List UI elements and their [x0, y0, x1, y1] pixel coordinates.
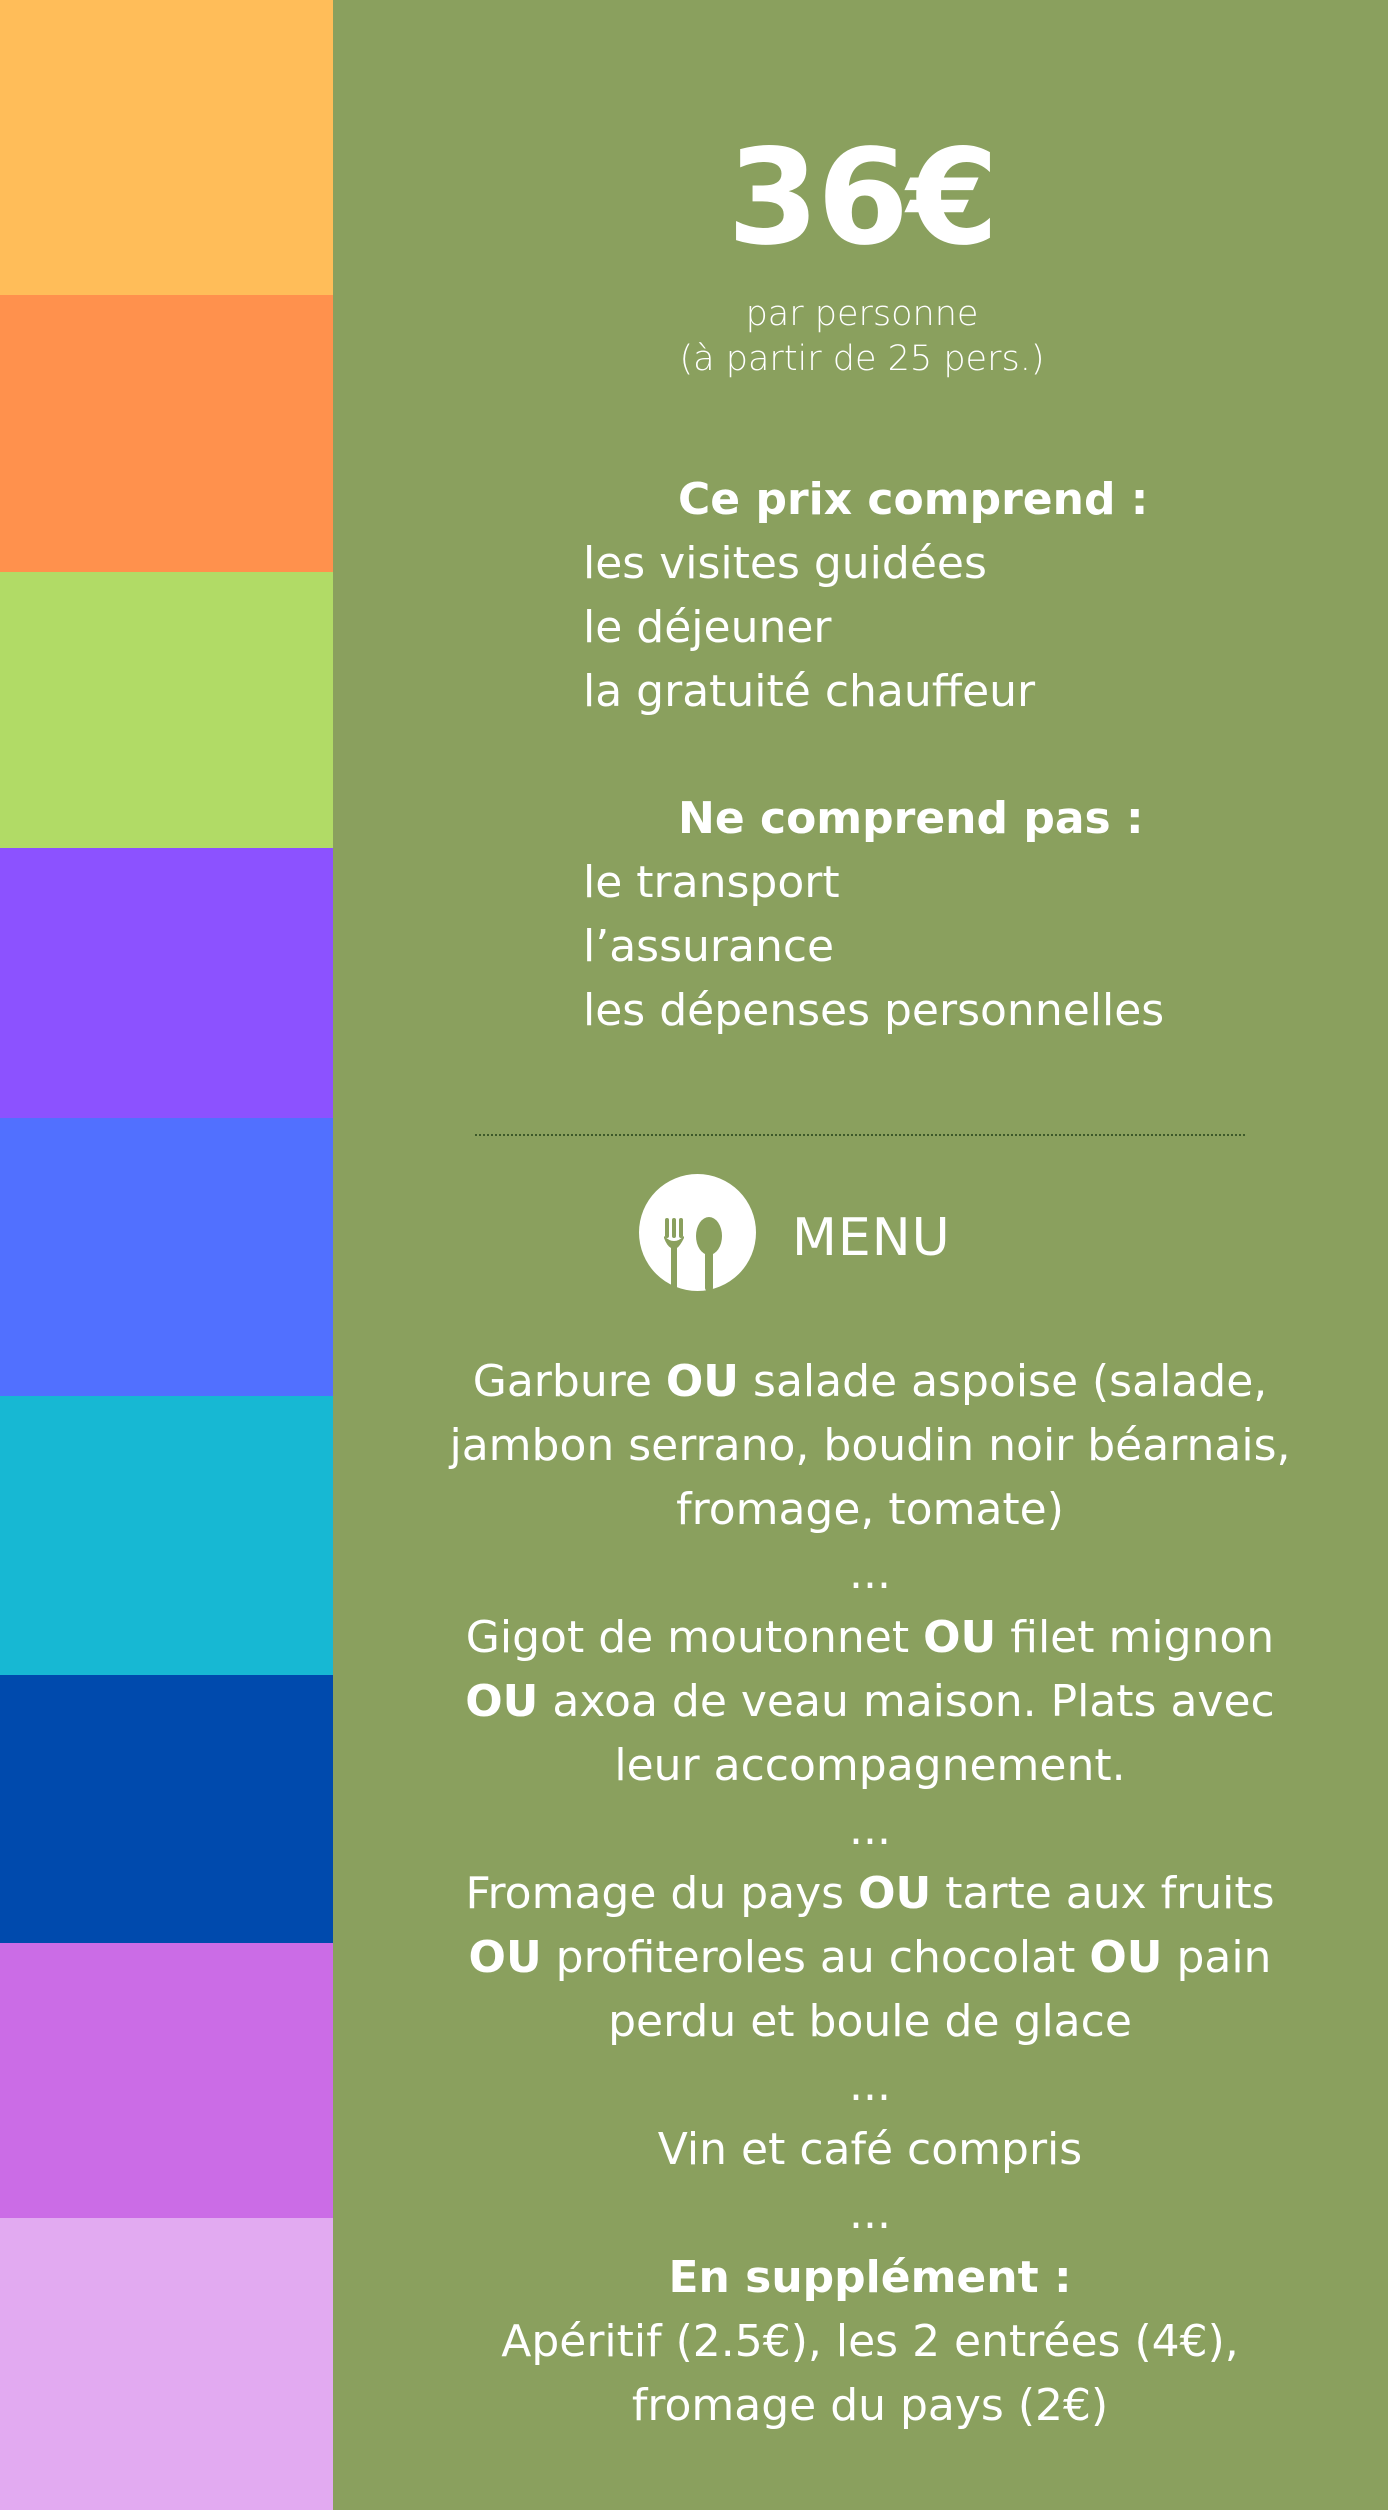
menu-text: pain: [1162, 1932, 1272, 1983]
excludes-heading: Ne comprend pas :: [678, 793, 1144, 844]
menu-text: Gigot de moutonnet: [465, 1612, 924, 1663]
per-person-label: par personne: [745, 294, 979, 334]
menu-title: MENU: [792, 1208, 951, 1268]
menu-text: axoa de veau maison. Plats avec: [538, 1676, 1275, 1727]
color-stripes: [0, 0, 333, 2510]
dessert-line-2: [420, 1926, 1320, 1990]
supplement-heading-text: En supplément :: [668, 2252, 1072, 2303]
or-keyword: OU: [923, 1612, 997, 1663]
fork-spoon-icon: [639, 1174, 756, 1291]
excludes-list: [583, 851, 1164, 1043]
or-keyword: OU: [468, 1932, 542, 1983]
section-divider: [475, 1134, 1245, 1136]
excludes-item: les dépenses personnelles: [583, 985, 1165, 1036]
color-stripe: [0, 2218, 333, 2510]
dessert-line-1: [420, 1862, 1320, 1926]
starter-line-3: fromage, tomate): [676, 1484, 1064, 1535]
menu-text: salade aspoise (salade,: [739, 1356, 1268, 1407]
color-stripe: [0, 295, 333, 572]
includes-list: [583, 532, 1035, 724]
excludes-item: l’assurance: [583, 921, 835, 972]
color-stripe: [0, 1943, 333, 2218]
menu-text: Fromage du pays: [465, 1868, 859, 1919]
price-amount: 36€: [727, 121, 997, 275]
color-stripe: [0, 1396, 333, 1675]
includes-heading: Ce prix comprend :: [678, 474, 1149, 525]
color-stripe: [0, 572, 333, 848]
or-keyword: OU: [665, 1356, 740, 1407]
color-stripe: [0, 1118, 333, 1396]
menu-separator: ...: [849, 1548, 891, 1599]
price-conditions: [333, 292, 1391, 382]
drinks-line: Vin et café compris: [657, 2124, 1083, 2175]
color-stripe: [0, 848, 333, 1118]
color-stripe: [0, 1675, 333, 1943]
or-keyword: OU: [465, 1676, 539, 1727]
supplement-line-2: fromage du pays (2€): [631, 2380, 1109, 2431]
starter-line-2: jambon serrano, boudin noir béarnais,: [449, 1420, 1291, 1471]
dessert-line-3: perdu et boule de glace: [608, 1996, 1132, 2047]
menu-body: [420, 1350, 1320, 2438]
minimum-group-label: (à partir de 25 pers.): [679, 339, 1045, 379]
supplement-heading: [420, 2246, 1320, 2310]
menu-text: Garbure: [472, 1356, 666, 1407]
includes-item: la gratuité chauffeur: [583, 666, 1036, 717]
includes-item: le déjeuner: [583, 602, 832, 653]
main-line-2: [420, 1670, 1320, 1734]
includes-item: les visites guidées: [583, 538, 987, 589]
menu-separator: ...: [849, 1804, 891, 1855]
menu-separator: ...: [849, 2188, 891, 2239]
main-line-1: [420, 1606, 1320, 1670]
supplement-line-1: Apéritif (2.5€), les 2 entrées (4€),: [501, 2316, 1239, 2367]
menu-text: tarte aux fruits: [931, 1868, 1275, 1919]
color-stripe: [0, 0, 333, 295]
menu-text: filet mignon: [996, 1612, 1275, 1663]
excludes-item: le transport: [583, 857, 840, 908]
menu-separator: ...: [849, 2060, 891, 2111]
or-keyword: OU: [1089, 1932, 1163, 1983]
menu-text: profiteroles au chocolat: [541, 1932, 1090, 1983]
main-line-3: leur accompagnement.: [614, 1740, 1126, 1791]
or-keyword: OU: [858, 1868, 932, 1919]
starter-line-1: [420, 1350, 1320, 1414]
